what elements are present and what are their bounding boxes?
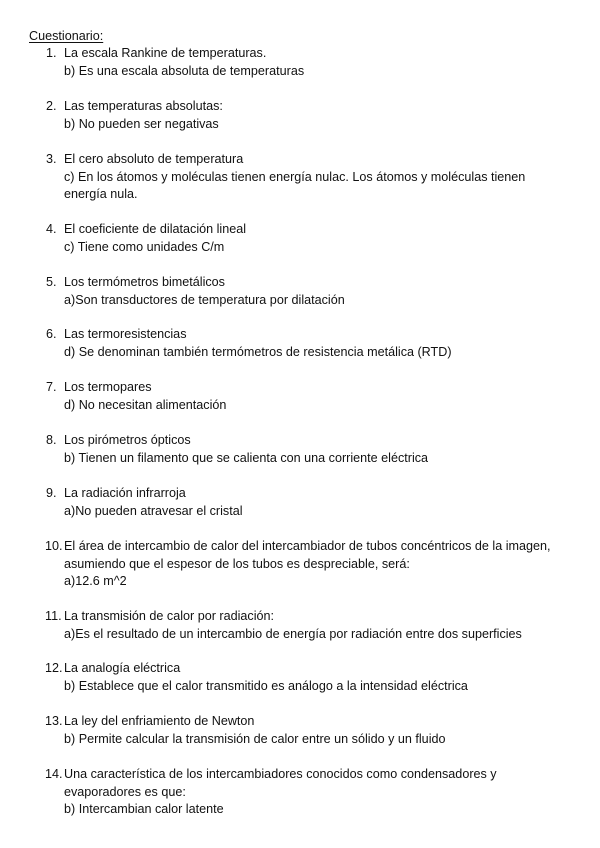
question-item — [46, 713, 556, 748]
question-number: 13. — [45, 714, 63, 728]
question-number: 9. — [46, 486, 57, 500]
question-text: La analogía eléctrica — [64, 661, 181, 675]
question-number: 10. — [45, 539, 63, 553]
question-number: 6. — [46, 327, 57, 341]
question-item — [46, 151, 556, 204]
question-answer: b) Establece que el calor transmitido es análogo a la intensidad eléctrica — [64, 678, 468, 693]
question-text: Los pirómetros ópticos — [64, 433, 191, 447]
question-answer: d) Se denominan también termómetros de resistencia metálica (RTD) — [64, 344, 452, 359]
question-item — [46, 379, 556, 414]
question-text: El área de intercambio de calor del intercambiador de tubos concéntricos de la imagen, asumiendo que el espesor de los tubos es despreciable, será: — [64, 539, 551, 571]
question-answer: a)Son transductores de temperatura por dilatación — [64, 292, 345, 307]
question-item — [46, 432, 556, 467]
question-item — [46, 660, 556, 695]
question-answer: c) Tiene como unidades C/m — [64, 239, 225, 254]
question-answer: b) Tienen un filamento que se calienta con una corriente eléctrica — [64, 450, 429, 465]
question-number: 12. — [45, 661, 63, 675]
question-answer: b) Permite calcular la transmisión de calor entre un sólido y un fluido — [64, 731, 446, 746]
question-answer: a)No pueden atravesar el cristal — [64, 503, 243, 518]
question-number: 1. — [46, 46, 57, 60]
question-answer: b) Es una escala absoluta de temperaturas — [64, 63, 305, 78]
question-text: Una característica de los intercambiadores conocidos como condensadores y evaporadores es que: — [64, 767, 497, 799]
question-number: 2. — [46, 99, 57, 113]
question-number: 7. — [46, 380, 57, 394]
question-answer: b) Intercambian calor latente — [64, 802, 224, 816]
question-item — [46, 274, 556, 309]
question-item — [46, 608, 556, 643]
question-answer: a)12.6 m^2 — [64, 574, 127, 588]
question-number: 4. — [46, 222, 57, 236]
question-answer: d) No necesitan alimentación — [64, 397, 227, 412]
question-text: La ley del enfriamiento de Newton — [64, 714, 255, 728]
question-text: La transmisión de calor por radiación: — [64, 609, 275, 623]
question-item — [46, 485, 556, 520]
question-item — [46, 221, 556, 256]
question-text: El coeficiente de dilatación lineal — [64, 222, 247, 236]
question-item — [46, 538, 556, 591]
question-answer: a)Es el resultado de un intercambio de energía por radiación entre dos superficies — [64, 626, 522, 641]
question-text: El cero absoluto de temperatura — [64, 152, 244, 166]
question-text: La escala Rankine de temperaturas. — [64, 46, 267, 60]
question-number: 5. — [46, 275, 57, 289]
question-text: Las termoresistencias — [64, 327, 187, 341]
document-title: Cuestionario: — [29, 29, 104, 43]
question-text: Los termopares — [64, 380, 152, 394]
question-text: Los termómetros bimetálicos — [64, 275, 225, 289]
question-answer: c) En los átomos y moléculas tienen energía nulac. Los átomos y moléculas tienen energía nula. — [64, 169, 526, 201]
question-item — [46, 98, 556, 133]
question-number: 8. — [46, 433, 57, 447]
question-item — [46, 326, 556, 361]
question-number: 11. — [45, 609, 62, 623]
question-text: La radiación infrarroja — [64, 486, 186, 500]
question-item — [46, 45, 556, 80]
question-number: 3. — [46, 152, 57, 166]
question-item — [46, 766, 556, 819]
question-text: Las temperaturas absolutas: — [64, 99, 223, 113]
question-number: 14. — [45, 767, 63, 781]
question-answer: b) No pueden ser negativas — [64, 116, 219, 131]
